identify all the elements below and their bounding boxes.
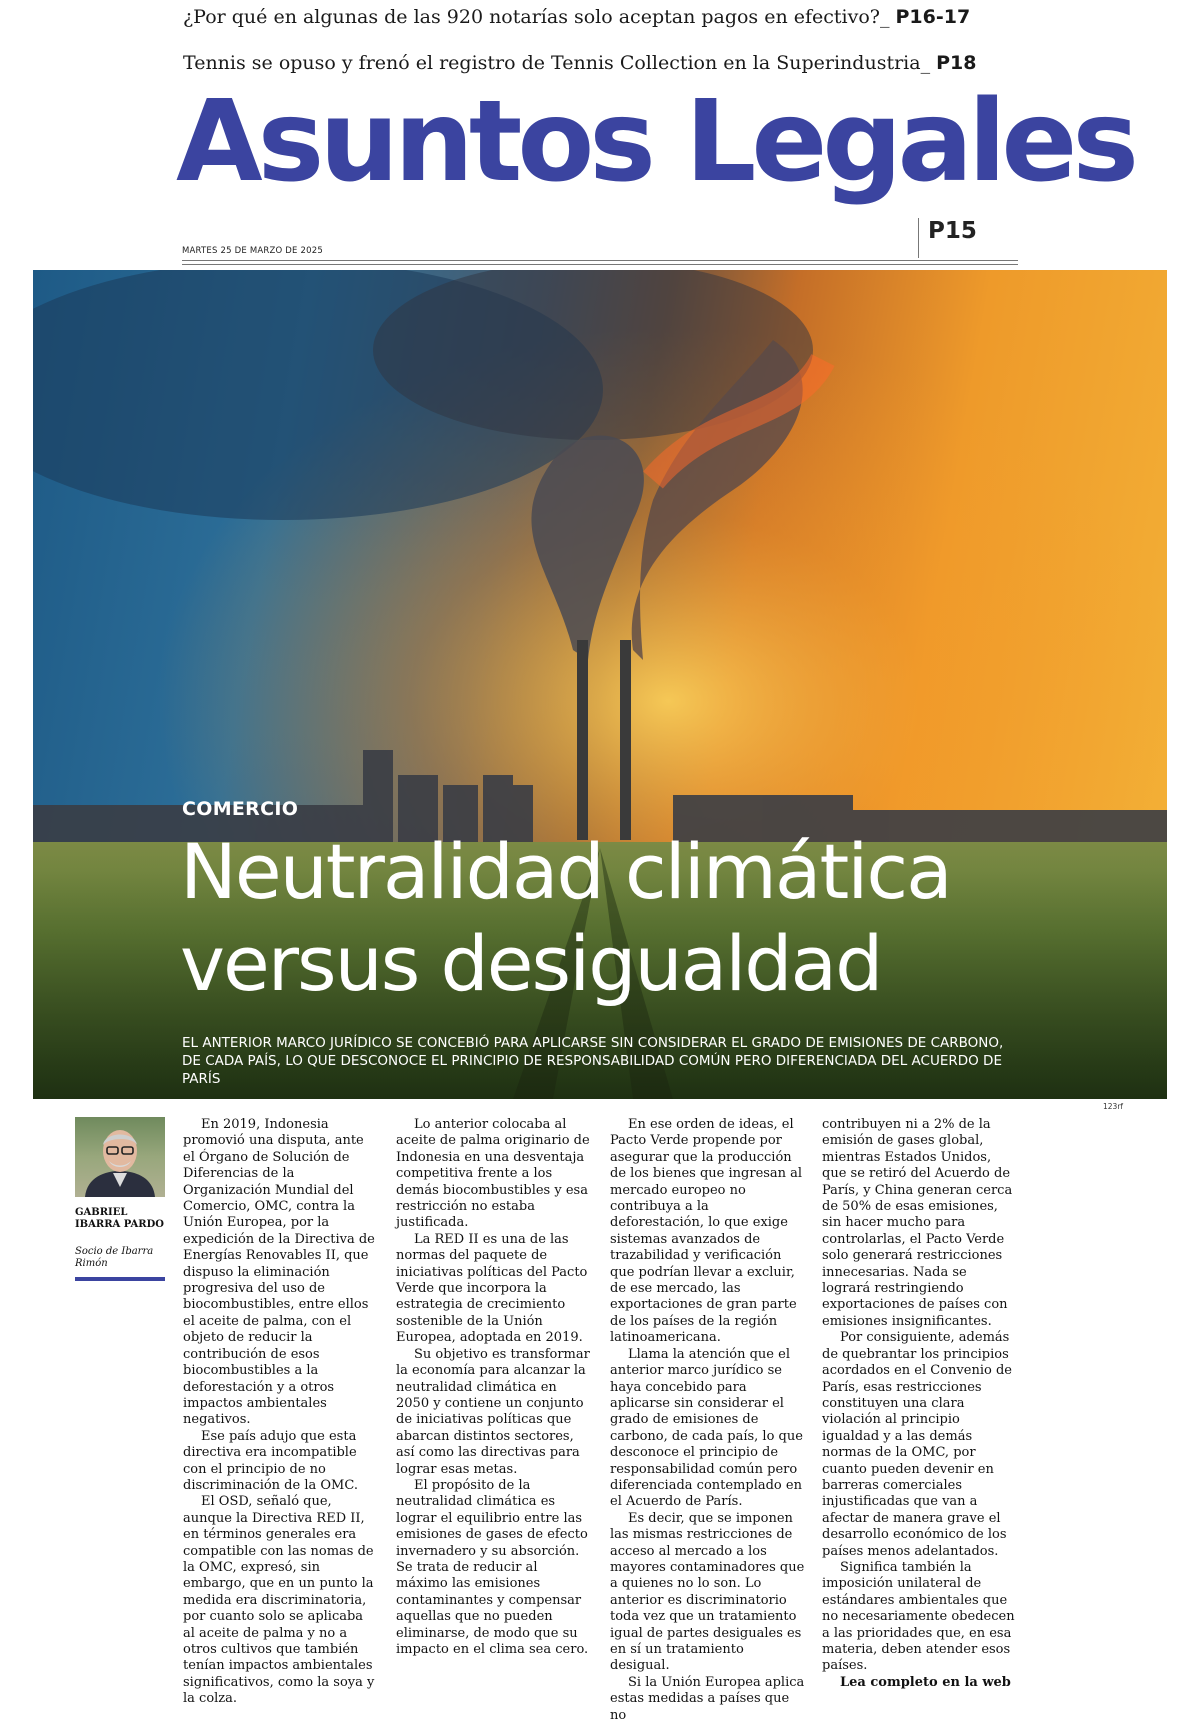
- author-portrait: [75, 1117, 165, 1197]
- article-paragraph: contribuyen ni a 2% de la emisión de gases global, mientras Estados Unidos, que se retiró del Acuerdo de París, y China generan cerca de 50% de esas emisiones, sin hacer mucho para controlarlas, el Pacto Verde solo generará restricciones innecesarias. Nada se logrará restringiendo exportaciones de países con emisiones insignificantes.: [822, 1117, 1013, 1329]
- author-photo: [75, 1117, 165, 1197]
- teaser-page: P18: [936, 52, 977, 74]
- author-rule: [75, 1277, 165, 1281]
- masthead-divider: [918, 218, 919, 258]
- article-paragraph: Su objetivo es transformar la economía para alcanzar la neutralidad climática en 2050 y contiene un conjunto de iniciativas políticas que abarcan distintos sectores, así como las directivas para lograr esas metas.: [396, 1346, 590, 1477]
- article-headline: [180, 826, 1080, 1010]
- teaser-text: ¿Por qué en algunas de las 920 notarías solo aceptan pagos en efectivo?_: [183, 6, 890, 28]
- article-paragraph: Si la Unión Europea aplica estas medidas a países que no: [610, 1674, 805, 1723]
- article-paragraph: Ese país adujo que esta directiva era incompatible con el principio de no discriminación de la OMC.: [183, 1428, 358, 1493]
- article-paragraph: Es decir, que se imponen las mismas restricciones de acceso al mercado a los mayores contaminadores que a quienes no lo son. Lo anterior es discriminatorio toda vez que un tratamiento igual de partes desiguales es en sí un tratamiento desigual.: [610, 1510, 805, 1674]
- headline-line: Neutralidad climática: [180, 827, 951, 916]
- article-column-2: [396, 1117, 592, 1658]
- article-column-1: [183, 1117, 379, 1708]
- article-paragraph: El propósito de la neutralidad climática es lograr el equilibrio entre las emisiones de gases de efecto invernadero y su absorción. Se trata de reducir al máximo las emisiones contaminantes y compensar aquellas que no pueden eliminarse, de modo que su impacto en el clima sea cero.: [396, 1477, 589, 1657]
- article-paragraph: Significa también la imposición unilateral de estándares ambientales que no necesariamente obedecen a las prioridades que, en esa materia, deben atender esos países.: [822, 1559, 1015, 1674]
- teaser-text: Tennis se opuso y frenó el registro de Tennis Collection en la Superindustria_: [183, 52, 931, 74]
- teaser-tennis[interactable]: [183, 52, 976, 74]
- article-paragraph: En 2019, Indonesia promovió una disputa, ante el Órgano de Solución de Diferencias de la Organización Mundial del Comercio, OMC, contra la Unión Europea, por la expedición de la Directiva de Energías Renovables II, que dispuso la eliminación progresiva del uso de biocombustibles, entre ellos el aceite de palma, con el objeto de reducir la contribución de esos biocombustibles a la deforestación y a otros impactos ambientales negativos.: [183, 1117, 375, 1428]
- header-rule: [182, 260, 1018, 261]
- read-more-link[interactable]: Lea completo en la web: [840, 1674, 1011, 1690]
- article-column-3: [610, 1117, 806, 1724]
- article-paragraph: La RED II es una de las normas del paquete de iniciativas políticas del Pacto Verde que incorpora la estrategia de crecimiento sostenible de la Unión Europea, adoptada en 2019.: [396, 1231, 588, 1346]
- page-number: P15: [928, 218, 977, 244]
- headline-line: versus desigualdad: [180, 919, 882, 1008]
- header-rule: [182, 264, 1018, 265]
- masthead-title: Asuntos Legales: [176, 77, 1135, 207]
- article-kicker: COMERCIO: [182, 798, 299, 820]
- teaser-notarias[interactable]: [183, 6, 970, 28]
- article-paragraph: El OSD, señaló que, aunque la Directiva RED II, en términos generales era compatible con las nomas de la OMC, expresó, sin embargo, que en un punto la medida era discriminatoria, por cuanto solo se aplicaba al aceite de palma y no a otros cultivos que también tenían impactos ambientales significativos, como la soya y la colza.: [183, 1494, 375, 1707]
- article-paragraph: Por consiguiente, además de quebrantar los principios acordados en el Convenio de París, esas restricciones constituyen una clara violación al principio igualdad y a las demás normas de la OMC, por cuanto pueden devenir en barreras comerciales injustificadas que van a afectar de manera grave el desarrollo económico de los países menos adelantados.: [822, 1330, 1012, 1559]
- author-name: GABRIEL IBARRA PARDO: [75, 1207, 164, 1230]
- teaser-page: P16-17: [895, 6, 971, 28]
- article-paragraph: Llama la atención que el anterior marco jurídico se haya concebido para aplicarse sin considerar el grado de emisiones de carbono, de cada país, lo que desconoce el principio de responsabilidad común pero diferenciada contemplado en el Acuerdo de París.: [610, 1346, 803, 1510]
- article-paragraph: En ese orden de ideas, el Pacto Verde propende por asegurar que la producción de los bienes que ingresan al mercado europeo no contribuya a la deforestación, lo que exige sistemas avanzados de trazabilidad y verificación que podrían llevar a excluir, de ese mercado, las exportaciones de gran parte de los países de la región latinoamericana.: [610, 1117, 803, 1346]
- author-role: Socio de Ibarra Rimón: [75, 1246, 154, 1269]
- image-credit: 123rf: [1103, 1102, 1124, 1111]
- article-column-4: [822, 1117, 1018, 1691]
- article-paragraph: Lo anterior colocaba al aceite de palma originario de Indonesia en una desventaja competitiva frente a los demás biocombustibles y esa restricción no estaba justificada.: [396, 1117, 590, 1231]
- dateline: MARTES 25 DE MARZO DE 2025: [182, 246, 323, 256]
- article-deck: EL ANTERIOR MARCO JURÍDICO SE CONCEBIÓ PARA APLICARSE SIN CONSIDERAR EL GRADO DE EMISIONES DE CARBONO, DE CADA PAÍS, LO QUE DESCONOCE EL PRINCIPIO DE RESPONSABILIDAD COMÚN PERO DIFERENCIADA DEL ACUERDO DE PARÍS: [182, 1035, 1004, 1087]
